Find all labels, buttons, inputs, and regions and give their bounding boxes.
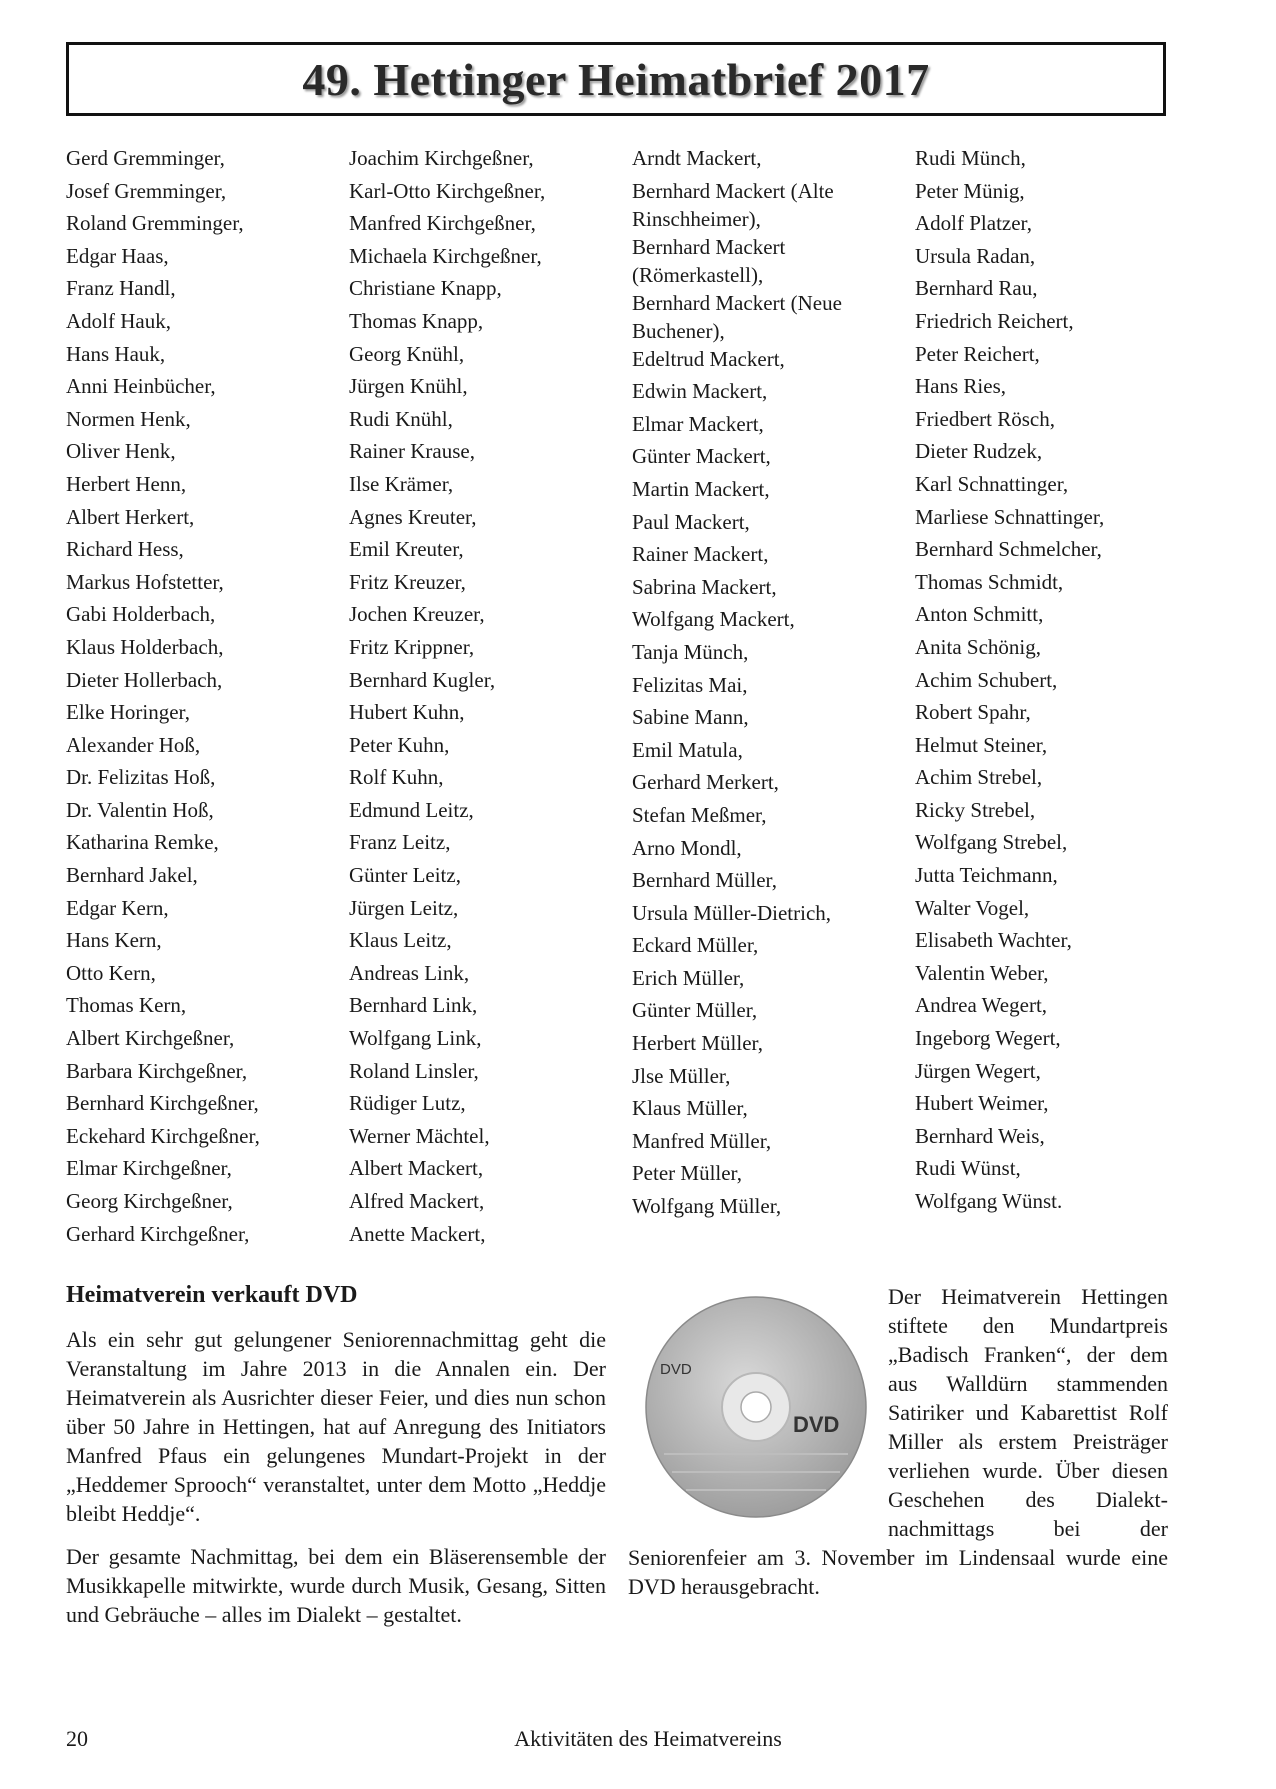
name-entry: Georg Kirchgeßner, [66, 1189, 233, 1213]
name-entry: Jlse Müller, [632, 1063, 731, 1088]
name-entry: Edgar Kern, [66, 895, 169, 920]
name-entry: Valentin Weber, [915, 960, 1049, 985]
name-entry: Günter Leitz, [349, 863, 461, 888]
name-entry: Hubert Kuhn, [349, 700, 465, 725]
name-entry: Thomas Knapp, [349, 308, 484, 333]
article-paragraph-1: Als ein sehr gut gelungener Seniorennachmittag geht die Veranstaltung im Jahre 2013 in die Annalen ein. Der Heimatverein als Ausrichter dieser Feier, und dies nun schon über 50 Jahre in Hettingen, hat auf Anregung des Initiators Manfred Pfaus ein gelungenes Mundart-Projekt in der „Heddemer Sprooch“ veranstaltet, unter dem Motto „Heddje bleibt Heddje“. [66, 1327, 606, 1526]
name-entry: Ingeborg Wegert, [915, 1026, 1061, 1051]
name-entry: Elmar Kirchgeßner, [66, 1156, 232, 1181]
name-entry: Wolfgang Mackert, [632, 607, 795, 632]
name-entry: Gerhard Merkert, [632, 770, 779, 795]
name-entry: Rudi Wünst, [915, 1156, 1021, 1181]
name-entry: Erich Müller, [632, 965, 745, 990]
name-entry: Eckehard Kirchgeßner, [66, 1123, 260, 1148]
name-column-3 [632, 144, 915, 1252]
name-entry: Eckard Müller, [632, 933, 759, 958]
name-entry: Jürgen Wegert, [915, 1058, 1041, 1083]
name-entry: Rainer Mackert, [632, 542, 769, 567]
name-entry: Manfred Müller, [632, 1128, 772, 1153]
name-entry: Michaela Kirchgeßner, [349, 243, 542, 268]
name-entry: Bernhard Müller, [632, 868, 777, 893]
name-entry: Ursula Müller-Dietrich, [632, 900, 832, 925]
name-entry: Wolfgang Müller, [632, 1194, 782, 1219]
name-entry: Bernhard Kirchgeßner, [66, 1091, 259, 1116]
name-entry: Bernhard Mackert (Neue Buchener), [632, 290, 842, 343]
name-entry: Bernhard Link, [349, 993, 478, 1018]
name-entry: Manfred Kirchgeßner, [349, 211, 536, 236]
name-entry: Jutta Teichmann, [915, 863, 1058, 888]
header-box [66, 42, 1166, 116]
name-entry: Stefan Meßmer, [632, 802, 767, 827]
name-entry: Jürgen Knühl, [349, 374, 468, 399]
name-entry: Elmar Mackert, [632, 411, 764, 436]
name-entry: Dr. Felizitas Hoß, [66, 765, 216, 790]
name-entry: Wolfgang Wünst. [915, 1189, 1063, 1213]
name-entry: Elisabeth Wachter, [915, 928, 1072, 953]
name-entry: Ilse Krämer, [349, 471, 454, 496]
article-heading: Heimatverein verkauft DVD [66, 1282, 358, 1308]
name-entry: Achim Strebel, [915, 765, 1043, 790]
article-left-column [66, 1282, 606, 1643]
name-entry: Alexander Hoß, [66, 732, 201, 757]
name-entry: Klaus Müller, [632, 1096, 748, 1121]
name-entry: Ricky Strebel, [915, 797, 1036, 822]
name-entry: Anette Mackert, [349, 1221, 486, 1246]
article-right-column [628, 1282, 1168, 1615]
name-entry: Anita Schönig, [915, 634, 1041, 659]
name-entry: Franz Leitz, [349, 830, 451, 855]
name-entry: Otto Kern, [66, 960, 156, 985]
name-entry: Werner Mächtel, [349, 1123, 490, 1148]
name-entry: Peter Müller, [632, 1161, 742, 1186]
name-entry: Wolfgang Strebel, [915, 830, 1068, 855]
name-entry: Jochen Kreuzer, [349, 602, 485, 627]
name-entry: Oliver Henk, [66, 439, 176, 464]
name-entry: Edeltrud Mackert, [632, 346, 785, 371]
name-entry: Andrea Wegert, [915, 993, 1048, 1018]
article-paragraph-3: Der Heimatverein Hettingen stiftete den Mundartpreis „Badisch Franken“, der dem aus Walldürn stammenden Satiriker und Kabarettist Rolf Miller als erstem Preisträger verliehen wurde. Über diesen Geschehen des Dialekt-nachmittags bei der Seniorenfeier am 3. November im Lindensaal wurde eine DVD herausgebracht. [628, 1284, 1168, 1599]
name-entry: Joachim Kirchgeßner, [349, 146, 534, 170]
name-entry: Richard Hess, [66, 537, 184, 562]
name-entry: Gabi Holderbach, [66, 602, 216, 627]
name-entry: Gerhard Kirchgeßner, [66, 1221, 250, 1246]
name-entry: Paul Mackert, [632, 509, 750, 534]
name-entry: Hubert Weimer, [915, 1091, 1049, 1116]
name-entry: Walter Vogel, [915, 895, 1030, 920]
name-entry: Barbara Kirchgeßner, [66, 1058, 248, 1083]
name-entry: Dr. Valentin Hoß, [66, 797, 214, 822]
name-entry: Wolfgang Link, [349, 1026, 482, 1051]
name-entry: Christiane Knapp, [349, 276, 502, 301]
name-entry: Hans Kern, [66, 928, 162, 953]
name-entry: Rudi Knühl, [349, 406, 453, 431]
name-entry: Rolf Kuhn, [349, 765, 444, 790]
name-entry: Bernhard Rau, [915, 276, 1038, 301]
name-entry: Alfred Mackert, [349, 1189, 485, 1213]
name-entry: Friedrich Reichert, [915, 308, 1074, 333]
name-entry: Anni Heinbücher, [66, 374, 216, 399]
name-entry: Helmut Steiner, [915, 732, 1048, 757]
name-entry: Bernhard Schmelcher, [915, 537, 1102, 562]
name-column-4 [915, 144, 1176, 1252]
name-entry: Thomas Kern, [66, 993, 187, 1018]
name-entry: Markus Hofstetter, [66, 569, 224, 594]
name-entry: Marliese Schnattinger, [915, 504, 1105, 529]
name-entry: Herbert Müller, [632, 1031, 763, 1056]
name-entry: Albert Mackert, [349, 1156, 484, 1181]
donor-list [66, 144, 1176, 1252]
name-entry: Arno Mondl, [632, 835, 742, 860]
name-entry: Peter Kuhn, [349, 732, 450, 757]
name-entry: Hans Hauk, [66, 341, 166, 366]
name-entry: Felizitas Mai, [632, 672, 748, 697]
dvd-label-small: DVD [660, 1361, 692, 1378]
name-entry: Josef Gremminger, [66, 178, 227, 203]
page-number: 20 [66, 1726, 88, 1751]
name-entry: Normen Henk, [66, 406, 191, 431]
name-entry: Andreas Link, [349, 960, 470, 985]
name-entry: Emil Matula, [632, 737, 743, 762]
name-entry: Emil Kreuter, [349, 537, 464, 562]
name-entry: Agnes Kreuter, [349, 504, 477, 529]
name-entry: Günter Mackert, [632, 444, 771, 469]
name-entry: Georg Knühl, [349, 341, 465, 366]
name-entry: Sabrina Mackert, [632, 574, 777, 599]
name-entry: Adolf Hauk, [66, 308, 171, 333]
name-entry: Roland Gremminger, [66, 211, 244, 236]
name-entry: Fritz Krippner, [349, 634, 475, 659]
name-entry: Sabine Mann, [632, 705, 749, 730]
name-entry: Günter Müller, [632, 998, 758, 1023]
name-entry: Hans Ries, [915, 374, 1006, 399]
dvd-image [628, 1282, 878, 1542]
name-entry: Anton Schmitt, [915, 602, 1044, 627]
name-entry: Bernhard Mackert (Alte Rinschheimer), [632, 178, 834, 231]
name-entry: Robert Spahr, [915, 700, 1031, 725]
footer-section-title: Aktivitäten des Heimatvereins [514, 1726, 782, 1751]
name-entry: Arndt Mackert, [632, 146, 762, 170]
name-entry: Peter Münig, [915, 178, 1025, 203]
name-entry: Tanja Münch, [632, 639, 749, 664]
name-entry: Katharina Remke, [66, 830, 219, 855]
name-entry: Rainer Krause, [349, 439, 475, 464]
page-title: 49. Hettinger Heimatbrief 2017 [302, 53, 930, 105]
name-entry: Edmund Leitz, [349, 797, 474, 822]
name-entry: Franz Handl, [66, 276, 176, 301]
name-entry: Edwin Mackert, [632, 379, 768, 404]
name-entry: Bernhard Weis, [915, 1123, 1045, 1148]
name-entry: Achim Schubert, [915, 667, 1058, 692]
name-entry: Martin Mackert, [632, 476, 770, 501]
name-entry: Dieter Rudzek, [915, 439, 1043, 464]
name-entry: Klaus Holderbach, [66, 634, 224, 659]
name-entry: Fritz Kreuzer, [349, 569, 466, 594]
name-entry: Rüdiger Lutz, [349, 1091, 466, 1116]
name-entry: Herbert Henn, [66, 471, 187, 496]
name-entry: Rudi Münch, [915, 146, 1026, 170]
name-entry: Ursula Radan, [915, 243, 1036, 268]
name-column-1 [66, 144, 349, 1252]
name-entry: Gerd Gremminger, [66, 146, 225, 170]
article-paragraph-2: Der gesamte Nachmittag, bei dem ein Bläserensemble der Musikkapelle mitwirkte, wurde durch Musik, Gesang, Sitten und Gebräuche – alles im Dialekt – gestaltet. [66, 1544, 606, 1627]
name-column-2 [349, 144, 632, 1252]
name-entry: Jürgen Leitz, [349, 895, 459, 920]
name-entry: Thomas Schmidt, [915, 569, 1064, 594]
name-entry: Klaus Leitz, [349, 928, 452, 953]
name-entry: Edgar Haas, [66, 243, 169, 268]
name-entry: Elke Horinger, [66, 700, 190, 725]
name-entry: Karl Schnattinger, [915, 471, 1069, 496]
dvd-label-large: DVD [793, 1412, 840, 1437]
name-entry: Adolf Platzer, [915, 211, 1032, 236]
name-entry: Bernhard Mackert (Römerkastell), [632, 234, 786, 287]
name-entry: Friedbert Rösch, [915, 406, 1055, 431]
name-entry: Albert Kirchgeßner, [66, 1026, 235, 1051]
name-entry: Albert Herkert, [66, 504, 195, 529]
name-entry: Peter Reichert, [915, 341, 1040, 366]
name-entry: Bernhard Jakel, [66, 863, 198, 888]
name-entry: Karl-Otto Kirchgeßner, [349, 178, 546, 203]
name-entry: Dieter Hollerbach, [66, 667, 223, 692]
name-entry: Roland Linsler, [349, 1058, 479, 1083]
name-entry: Bernhard Kugler, [349, 667, 496, 692]
